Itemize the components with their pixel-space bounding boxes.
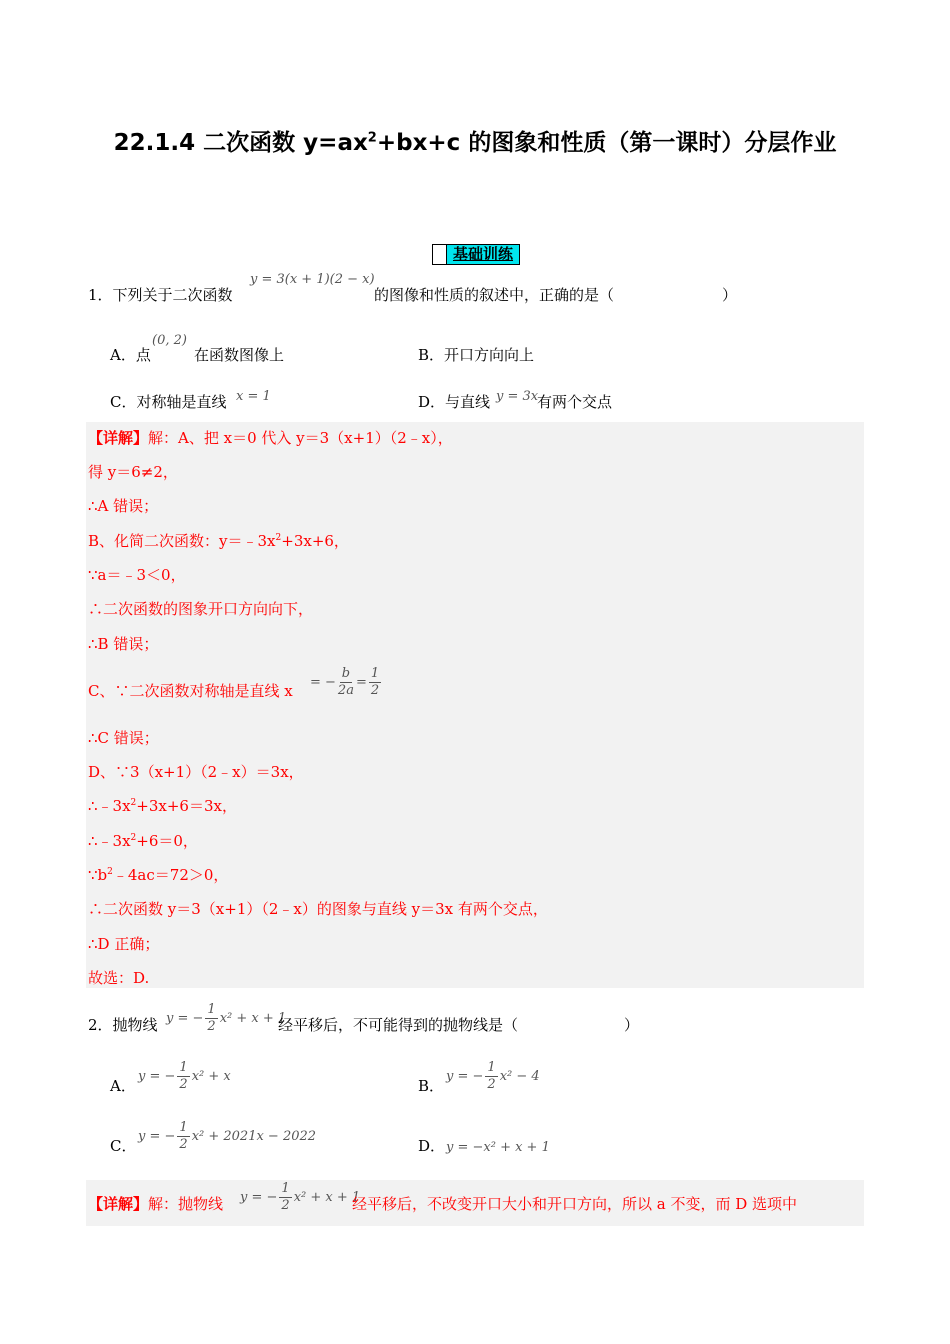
answer-1-line-6: ∴二次函数的图象开口方向向下， — [88, 600, 314, 618]
question-1-paren: ） — [722, 286, 738, 304]
answer-1-line-14: ∴二次函数 y＝3（x+1）（2﹣x）的图象与直线 y＝3x 有两个交点， — [88, 900, 548, 918]
answer-1-line-2: 得 y＝6≠2， — [88, 463, 178, 481]
question-1-option-d-math: y = 3x — [496, 389, 539, 404]
question-2-option-d-math: y = −x² + x + 1 — [446, 1140, 550, 1155]
answer-2-line-1: 【详解】解：抛物线 — [88, 1195, 224, 1213]
question-1-option-d: D．与直线 — [418, 393, 491, 411]
answer-1-line-12: $\therefore﹣3x^2+6=0$， — [88, 832, 198, 850]
question-2-paren: ） — [624, 1016, 640, 1034]
answer-1-line-3: ∴A 错误； — [88, 497, 159, 515]
answer-2-formula: y = − $\frac{1}{2}$ x² + x + 1 — [240, 1181, 361, 1213]
question-2-option-c: C． — [110, 1137, 137, 1155]
section-label: 基础训练 — [447, 245, 519, 264]
question-1-option-a: A．点 — [110, 346, 151, 364]
answer-1-line-4: B、化简二次函数：$y=﹣3x^2+3x+6$， — [88, 532, 349, 550]
question-1-option-a-math: (0, 2) — [152, 333, 187, 348]
answer-1-axis-formula: = − $\frac{b}{2a}$ = $\frac{1}{2}$ — [310, 666, 380, 698]
answer-1-line-7: ∴B 错误； — [88, 635, 159, 653]
answer-1-line-5: ∵a＝﹣3＜0， — [88, 566, 186, 584]
question-2-formula: y = − $\frac{1}{2}$ x² + x + 1 — [166, 1002, 287, 1034]
question-2-option-d: D． — [418, 1137, 446, 1155]
question-2-stem-rest: 经平移后，不可能得到的抛物线是（ — [278, 1016, 519, 1034]
question-1-option-b: B．开口方向向上 — [418, 346, 535, 364]
answer-2-line-1-rest: 经平移后，不改变开口大小和开口方向，所以 a 不变，而 D 选项中 — [352, 1195, 798, 1213]
question-1-formula: y = 3(x + 1)(2 − x) — [250, 272, 375, 287]
section-header — [432, 244, 520, 265]
question-2-option-b: B． — [418, 1077, 445, 1095]
answer-1-line-15: ∴D 正确； — [88, 935, 160, 953]
answer-1-line-8: C、∵二次函数对称轴是直线 x — [88, 682, 293, 700]
question-1-option-c: C．对称轴是直线 — [110, 393, 227, 411]
question-2-stem: 2．抛物线 — [88, 1016, 158, 1034]
page-title: 22.1.4 二次函数 $y=ax^2+bx+c$ 的图象和性质（第一课时）分层作业 — [113, 130, 837, 156]
question-1-option-d-text: 有两个交点 — [537, 393, 613, 411]
answer-1-line-10: D、∵3（x+1）（2﹣x）＝3x， — [88, 763, 304, 781]
question-2-option-a: A． — [110, 1077, 136, 1095]
question-1-option-c-math: x = 1 — [236, 389, 271, 404]
question-1-option-a-text: 在函数图像上 — [194, 346, 285, 364]
answer-1-line-16: 故选：D. — [88, 969, 150, 987]
question-1-stem: 1．下列关于二次函数 — [88, 286, 233, 304]
answer-1-line-1: 【详解】解：A、把 x＝0 代入 y＝3（x+1）（2﹣x）， — [88, 429, 453, 447]
question-1-stem-rest: 的图像和性质的叙述中，正确的是（ — [374, 286, 615, 304]
question-2-option-c-math: y = − $\frac{1}{2}$ x² + 2021x − 2022 — [138, 1120, 317, 1152]
section-checkbox-icon — [433, 245, 447, 264]
answer-1-line-11: $\therefore﹣3x^2+3x+6=3x$， — [88, 797, 237, 815]
answer-1-line-9: ∴C 错误； — [88, 729, 159, 747]
question-2-option-b-math: y = − $\frac{1}{2}$ x² − 4 — [446, 1060, 540, 1092]
answer-1-line-13: $\because b^2﹣4ac=72>0$， — [88, 866, 229, 884]
question-2-option-a-math: y = − $\frac{1}{2}$ x² + x — [138, 1060, 231, 1092]
